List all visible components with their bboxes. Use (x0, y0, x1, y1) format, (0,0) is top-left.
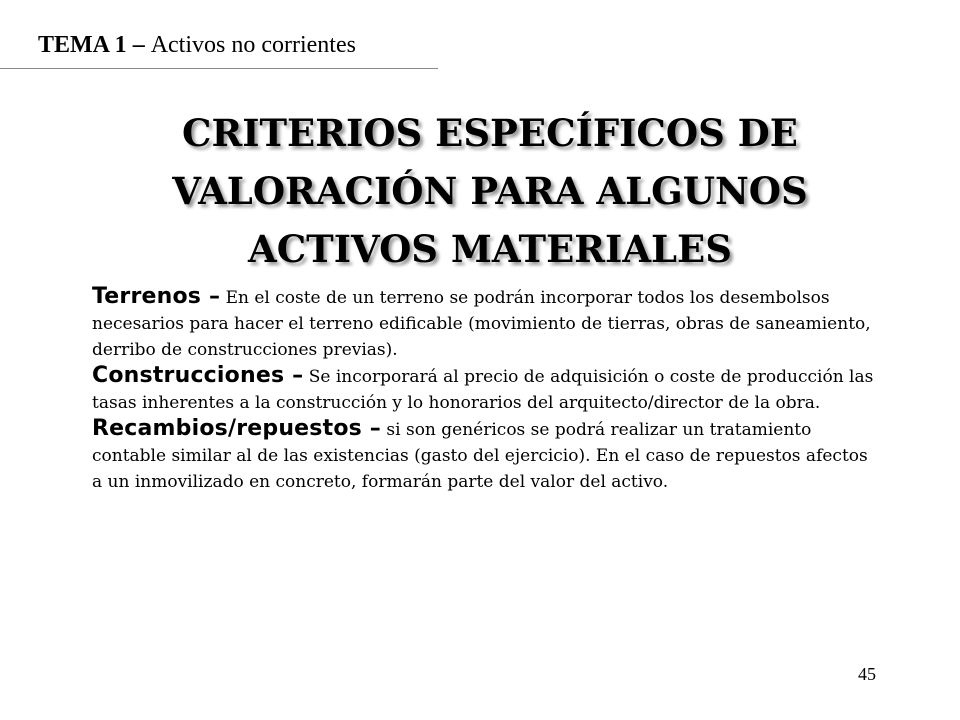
description-terrenos: En el coste de un terreno se podrán incorporar todos los desembolsos necesarios para hacer el terreno edificable (movimiento de tierras, obras de saneamiento, derribo de construcciones previas). (92, 288, 871, 360)
slide-header (38, 32, 356, 59)
item-recambios (92, 416, 882, 495)
term-construcciones: Construcciones – (92, 363, 304, 388)
slide-title (140, 104, 840, 278)
description-construcciones: Se incorporará al precio de adquisición o coste de producción las tasas inherentes a la construcción y lo honorarios del arquitecto/director de la obra. (92, 367, 874, 413)
header-divider (0, 68, 438, 69)
term-terrenos: Terrenos – (92, 284, 221, 309)
item-terrenos (92, 284, 882, 363)
topic-subtitle: Activos no corrientes (150, 32, 356, 58)
page-number: 45 (858, 664, 876, 684)
header-separator: – (126, 32, 151, 58)
title-line-3: ACTIVOS MATERIALES (248, 227, 732, 271)
slide-body (92, 284, 882, 495)
term-recambios: Recambios/repuestos – (92, 416, 381, 441)
topic-label: TEMA 1 (38, 32, 127, 58)
title-line-1: CRITERIOS ESPECÍFICOS DE (182, 111, 798, 155)
title-line-2: VALORACIÓN PARA ALGUNOS (172, 169, 808, 213)
item-construcciones (92, 363, 882, 416)
description-recambios: si son genéricos se podrá realizar un tratamiento contable similar al de las existencias (gasto del ejercicio). En el caso de repuestos afectos a un inmovilizado en concreto, formarán parte del valor del activo. (92, 420, 868, 492)
